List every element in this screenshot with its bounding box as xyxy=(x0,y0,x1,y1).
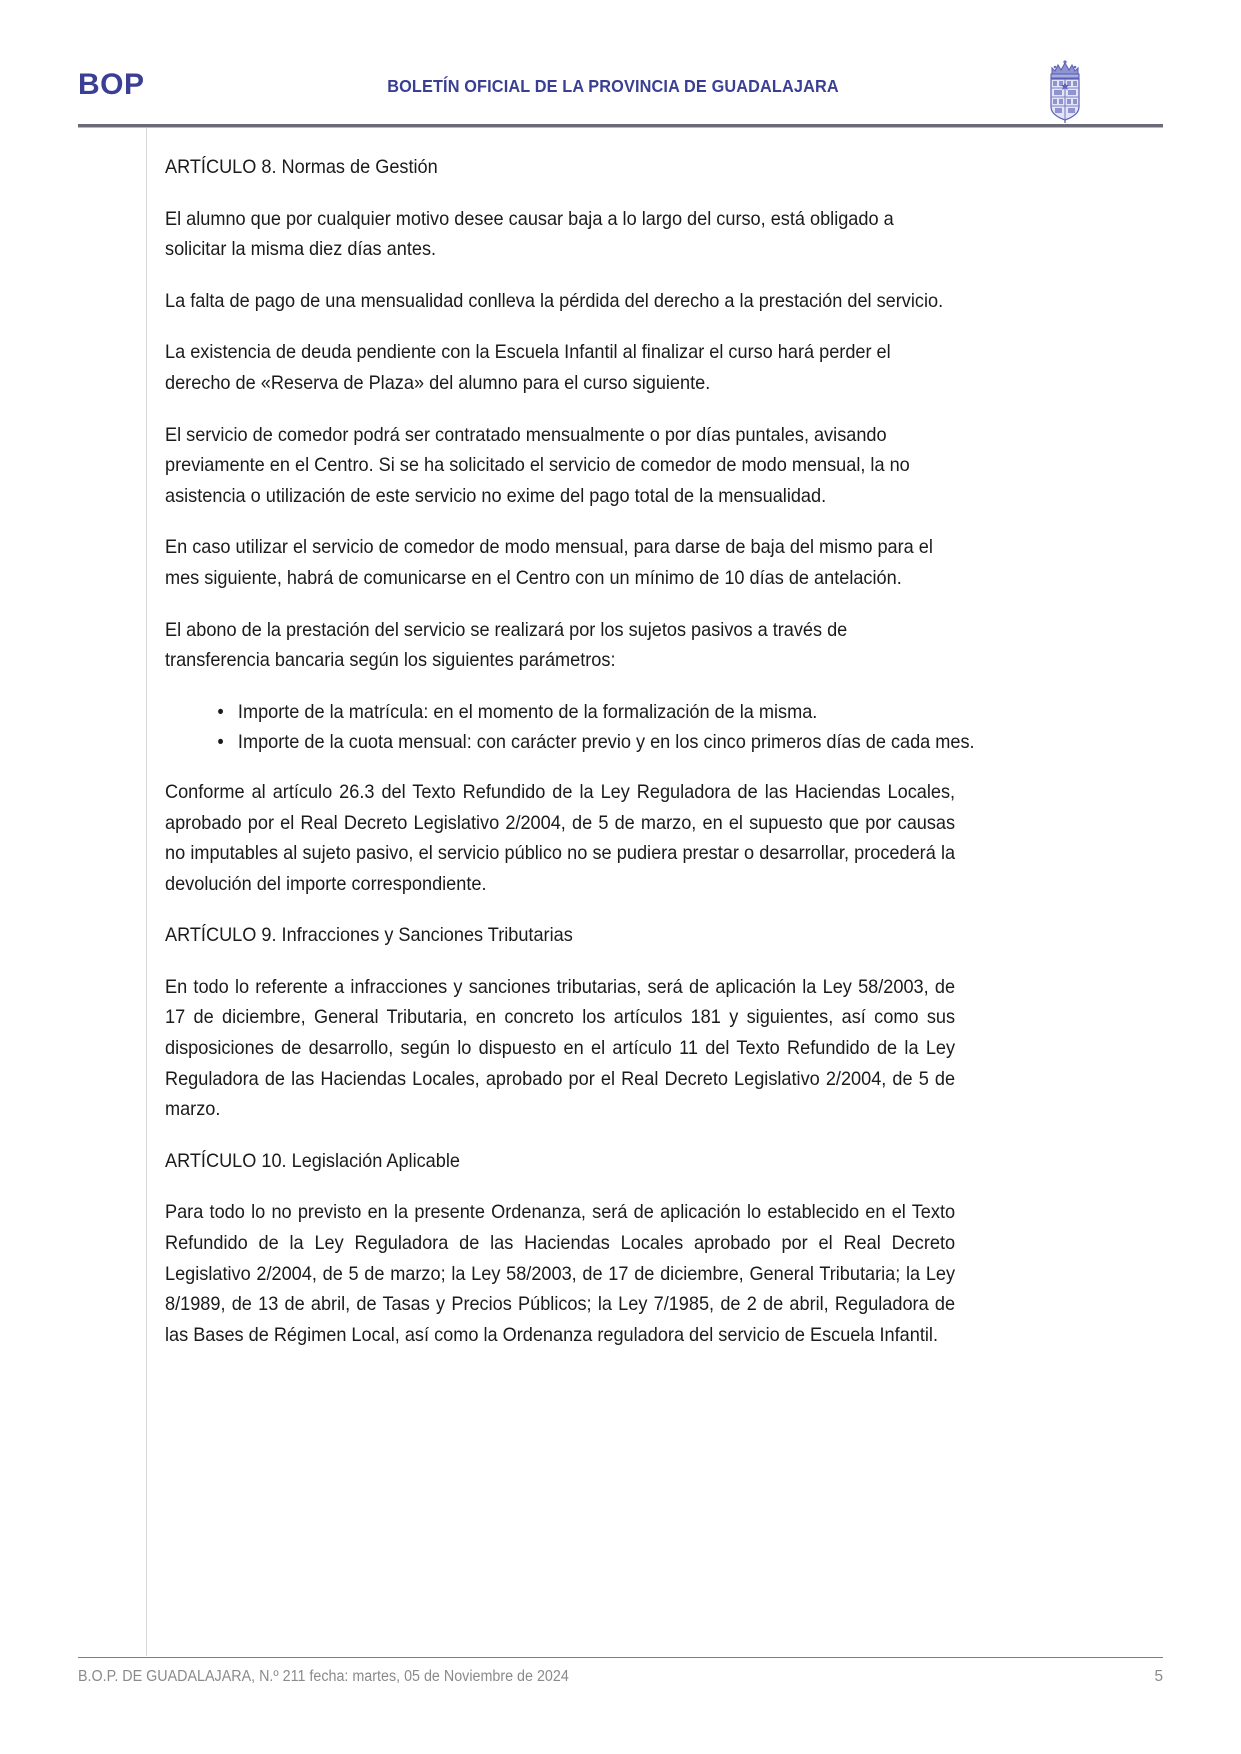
bullet-icon: • xyxy=(217,731,224,754)
body-paragraph: Para todo lo no previsto en la presente Ordenanza, será de aplicación lo establecido en el Texto Refundido de la Ley Reguladora de las Haciendas Locales aprobado por el Real Decreto Legislativo 2/2004, de 5 de marzo; la Ley 58/2003, de 17 de diciembre, General Tributaria; la Ley 8/1989, de 13 de abril, de Tasas y Precios Públicos; la Ley 7/1985, de 2 de abril, Reguladora de las Bases de Régimen Local, así como la Ordenanza reguladora del servicio de Escuela Infantil. xyxy=(165,1201,956,1346)
body-paragraph: El abono de la prestación del servicio se realizará por los sujetos pasivos a través de transferencia bancaria según los siguientes parámetros: xyxy=(165,618,848,672)
header-divider-thin xyxy=(78,127,1163,128)
document-body xyxy=(165,152,975,1371)
coat-of-arms-icon xyxy=(1042,52,1088,124)
list-item xyxy=(217,727,1007,758)
section-heading: ARTÍCULO 9. Infracciones y Sanciones Tributarias xyxy=(165,924,573,947)
section-heading: ARTÍCULO 8. Normas de Gestión xyxy=(165,156,438,178)
masthead-title: BOLETÍN OFICIAL DE LA PROVINCIA DE GUADALAJARA xyxy=(387,76,839,96)
footer-publication-info: B.O.P. DE GUADALAJARA, N.º 211 fecha: martes, 05 de Noviembre de 2024 xyxy=(78,1668,569,1685)
list-item-label: Importe de la cuota mensual: con carácter previo y en los cinco primeros días de cada mes. xyxy=(237,731,975,754)
bop-logo: BOP xyxy=(78,68,145,101)
body-paragraph: El servicio de comedor podrá ser contratado mensualmente o por días puntales, avisando previamente en el Centro. Si se ha solicitado el servicio de comedor de modo mensual, la no asistencia o utilización de este servicio no exime del pago total de la mensualidad. xyxy=(165,423,910,507)
footer-page-number: 5 xyxy=(1154,1668,1163,1685)
page-header xyxy=(78,52,1163,122)
bullet-icon: • xyxy=(217,700,224,723)
body-paragraph: La existencia de deuda pendiente con la Escuela Infantil al finalizar el curso hará perder el derecho de «Reserva de Plaza» del alumno para el curso siguiente. xyxy=(165,341,891,394)
body-paragraph: En caso utilizar el servicio de comedor de modo mensual, para darse de baja del mismo para el mes siguiente, habrá de comunicarse en el Centro con un mínimo de 10 días de antelación. xyxy=(165,536,933,589)
bullet-list xyxy=(165,697,1007,758)
section-heading: ARTÍCULO 10. Legislación Aplicable xyxy=(165,1149,460,1172)
left-margin-rule xyxy=(146,128,147,1656)
body-paragraph: Conforme al artículo 26.3 del Texto Refundido de la Ley Reguladora de las Haciendas Locales, aprobado por el Real Decreto Legislativo 2/2004, de 5 de marzo, en el supuesto que por causas no imputables al sujeto pasivo, el servicio público no se pudiera prestar o desarrollar, procederá la devolución del importe correspondiente. xyxy=(165,780,956,895)
body-paragraph: El alumno que por cualquier motivo desee causar baja a lo largo del curso, está obligado a solicitar la misma diez días antes. xyxy=(165,207,894,261)
list-item-label: Importe de la matrícula: en el momento de la formalización de la misma. xyxy=(237,700,818,723)
page-footer xyxy=(78,1668,1163,1696)
footer-divider xyxy=(78,1657,1163,1658)
body-paragraph: La falta de pago de una mensualidad conlleva la pérdida del derecho a la prestación del servicio. xyxy=(165,289,944,312)
list-item xyxy=(217,697,1007,728)
body-paragraph: En todo lo referente a infracciones y sanciones tributarias, será de aplicación la Ley 58/2003, de 17 de diciembre, General Tributaria, en concreto los artículos 181 y siguientes, así como sus disposiciones de desarrollo, según lo dispuesto en el artículo 11 del Texto Refundido de la Ley Reguladora de las Haciendas Locales, aprobado por el Real Decreto Legislativo 2/2004, de 5 de marzo. xyxy=(165,975,956,1121)
